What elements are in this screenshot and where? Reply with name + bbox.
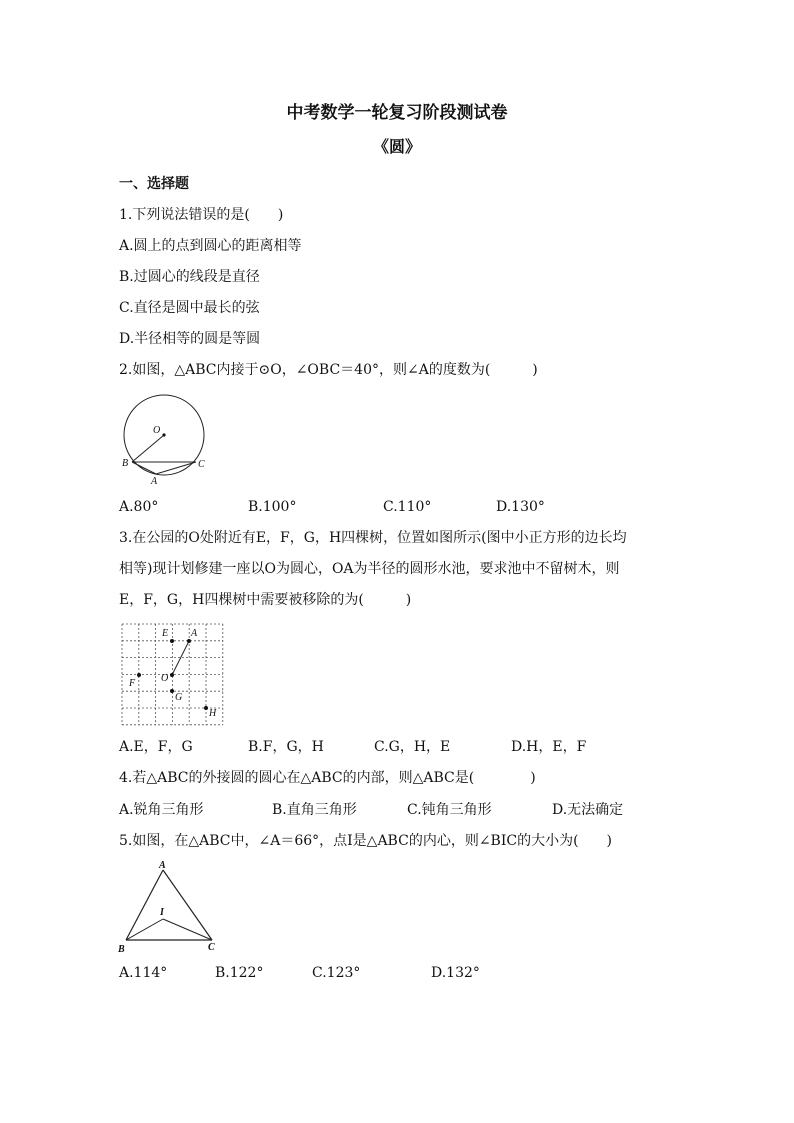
label-i: I [160, 907, 164, 918]
point-e [170, 639, 174, 643]
label-a: A [159, 860, 166, 871]
label-f: F [129, 678, 136, 689]
question-3-stem-line-3: E，F，G，H四棵树中需要被移除的为( ) [119, 592, 412, 608]
point-h [204, 706, 208, 710]
question-3-stem-line-1: 3.在公园的O处附近有E，F，G，H四棵树，位置如图所示(图中小正方形的边长均 [119, 530, 627, 546]
question-3-option-c: C.G，H，E [374, 739, 451, 755]
question-5-option-d: D.132° [431, 965, 480, 981]
question-5-option-c: C.123° [312, 965, 361, 981]
label-c: C [198, 459, 205, 470]
point-g [170, 689, 174, 693]
label-b: B [118, 944, 125, 955]
question-2-option-b: B.100° [248, 499, 297, 515]
segment-ba [132, 462, 156, 474]
point-a [187, 639, 191, 643]
question-5-option-b: B.122° [215, 965, 264, 981]
question-1-option-c: C.直径是圆中最长的弦 [119, 300, 260, 316]
question-3-option-d: D.H，E，F [511, 739, 587, 755]
question-5-option-a: A.114° [119, 965, 168, 981]
label-o: O [161, 673, 169, 684]
label-b: B [122, 458, 129, 469]
question-1-option-b: B.过圆心的线段是直径 [119, 269, 260, 285]
question-4-stem: 4.若△ABC的外接圆的圆心在△ABC的内部，则△ABC是( ) [119, 770, 536, 786]
question-1-option-d: D.半径相等的圆是等圆 [119, 331, 261, 347]
label-a: A [151, 476, 158, 487]
question-1-stem: 1.下列说法错误的是( ) [119, 207, 284, 223]
question-2-option-d: D.130° [496, 499, 545, 515]
question-2-option-c: C.110° [383, 499, 432, 515]
question-2-stem: 2.如图，△ABC内接于⊙O，∠OBC＝40°，则∠A的度数为( ) [119, 362, 538, 378]
question-4-option-a: A.锐角三角形 [119, 802, 204, 818]
question-5-stem: 5.如图，在△ABC中，∠A＝66°，点I是△ABC的内心，则∠BIC的大小为( ) [119, 833, 612, 849]
question-4-option-b: B.直角三角形 [272, 802, 357, 818]
label-g: G [175, 692, 183, 703]
question-3-option-a: A.E，F，G [119, 739, 193, 755]
point-f [137, 673, 141, 677]
question-3-stem-line-2: 相等)现计划修建一座以O为圆心，OA为半径的圆形水池，要求池中不留树木，则 [119, 561, 620, 577]
point-o [170, 673, 174, 677]
segment-ob [132, 435, 164, 462]
label-e: E [162, 628, 169, 639]
question-2-option-a: A.80° [119, 499, 159, 515]
label-c: C [208, 942, 215, 953]
label-o: O [153, 425, 161, 436]
label-a: A [191, 628, 198, 639]
page-title: 中考数学一轮复习阶段测试卷 [286, 103, 508, 123]
question-2-figure [118, 392, 213, 487]
question-4-option-d: D.无法确定 [552, 802, 624, 818]
segment-oa [172, 641, 189, 675]
question-5-figure [118, 858, 223, 956]
question-4-option-c: C.钝角三角形 [407, 802, 492, 818]
question-3-option-b: B.F，G，H [248, 739, 324, 755]
page-subtitle: 《圆》 [372, 137, 421, 156]
segment-ac [156, 462, 196, 474]
question-3-figure [122, 624, 222, 722]
section-heading: 一、选择题 [119, 176, 189, 192]
question-1-option-a: A.圆上的点到圆心的距离相等 [119, 238, 302, 254]
label-h: H [209, 708, 217, 719]
point-o [162, 433, 165, 436]
